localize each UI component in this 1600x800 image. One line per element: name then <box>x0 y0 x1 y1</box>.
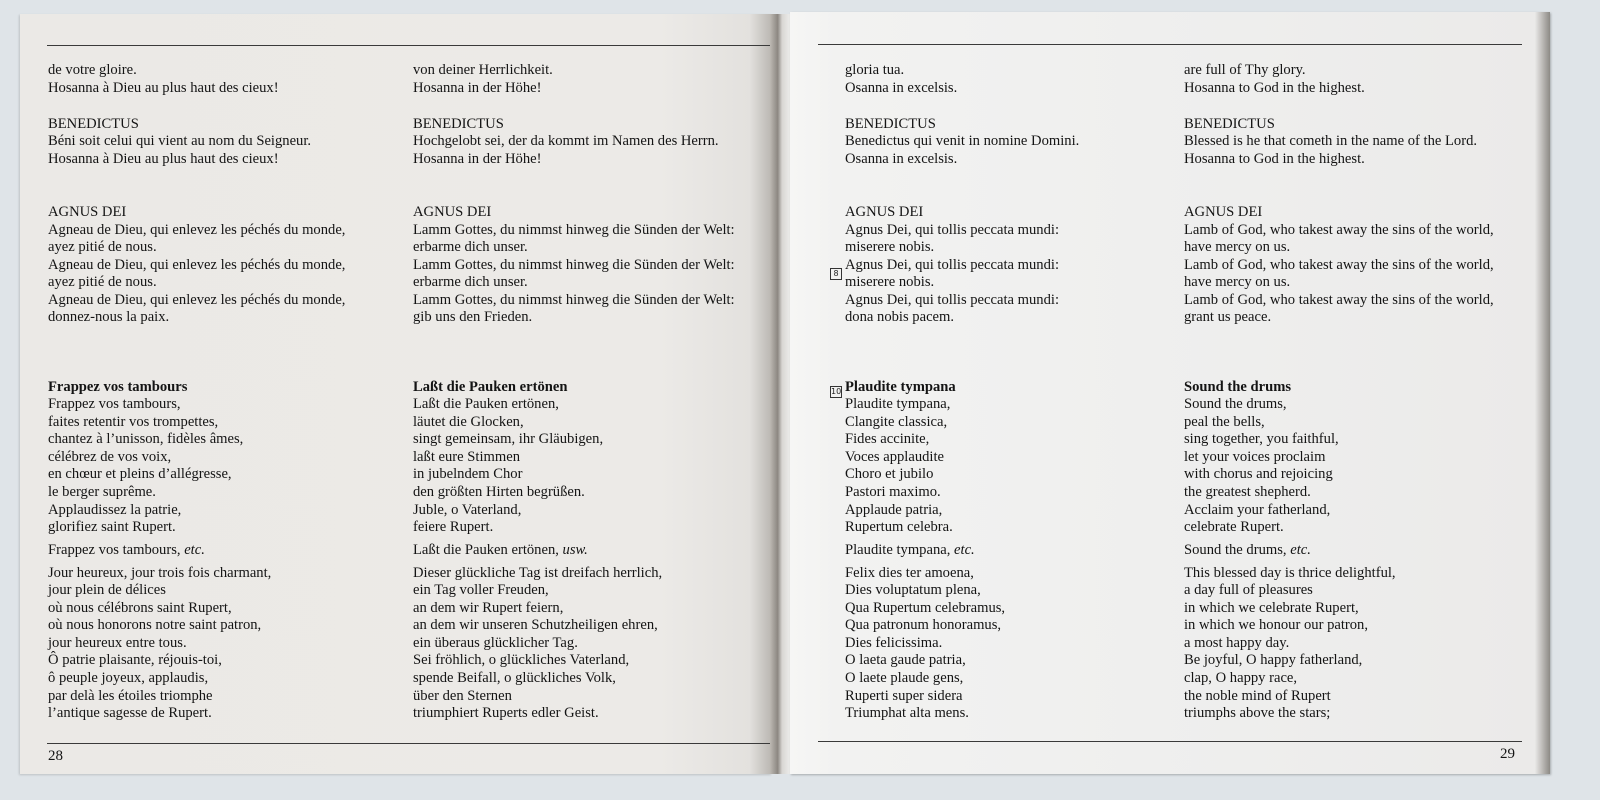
text-line: erbarme dich unser. <box>413 274 528 291</box>
bottom-rule <box>818 741 1522 742</box>
text-line: Agneau de Dieu, qui enlevez les péchés du monde, <box>48 221 346 238</box>
spacer <box>413 327 735 379</box>
latin-text-column <box>845 62 1079 723</box>
text-line: Blessed is he that cometh in the name of the Lord. <box>1184 133 1478 150</box>
text-line: laßt eure Stimmen <box>413 448 520 465</box>
text-line: feiere Rupert. <box>413 519 494 536</box>
page-number: 28 <box>48 748 63 764</box>
text-line: O laeta gaude patria, <box>845 652 966 669</box>
text-line: Clangite classica, <box>845 413 948 430</box>
text-line: are full of Thy glory. <box>1184 62 1306 78</box>
section-heading-agnus-dei: AGNUS DEI <box>1184 204 1263 221</box>
text-line: Triumphat alta mens. <box>845 705 969 722</box>
text-line: l’antique sagesse de Rupert. <box>48 705 212 722</box>
text-line: spende Beifall, o glückliches Volk, <box>413 669 616 686</box>
refrain-text: Laßt die Pauken ertönen, <box>413 541 563 558</box>
section-heading-benedictus: BENEDICTUS <box>413 115 504 132</box>
text-line: Agnus Dei, qui tollis peccata mundi: <box>845 221 1060 238</box>
text-line: célébrez de vos voix, <box>48 448 172 465</box>
text-line: Qua patronum honoramus, <box>845 617 1002 634</box>
spacer <box>845 327 1079 379</box>
text-line: Pastori maximo. <box>845 484 941 500</box>
text-line: Hosanna to God in the highest. <box>1184 79 1365 96</box>
text-line: Sei fröhlich, o glückliches Vaterland, <box>413 652 630 669</box>
text-line: Hochgelobt sei, der da kommt im Namen des Herrn. <box>413 133 719 150</box>
text-line: Voces applaudite <box>845 448 945 465</box>
spacer <box>845 97 1079 115</box>
text-line: ein Tag voller Freuden, <box>413 582 549 599</box>
track-number-8-icon: 8 <box>830 268 842 280</box>
text-line: von deiner Herrlichkeit. <box>413 62 553 78</box>
text-line: Choro et jubilo <box>845 466 934 483</box>
text-line: gib uns den Frieden. <box>413 309 533 326</box>
spacer <box>48 327 345 379</box>
section-heading-benedictus: BENEDICTUS <box>845 115 936 132</box>
text-line: Hosanna in der Höhe! <box>413 79 542 96</box>
text-line: Hosanna in der Höhe! <box>413 150 542 167</box>
text-line: en chœur et pleins d’allégresse, <box>48 466 232 483</box>
text-line: Dieser glückliche Tag ist dreifach herrlich, <box>413 564 663 581</box>
text-line: Agneau de Dieu, qui enlevez les péchés du monde, <box>48 256 346 273</box>
text-line: triumphs above the stars; <box>1184 705 1331 722</box>
text-line: Lamm Gottes, du nimmst hinweg die Sünden der Welt: <box>413 221 735 238</box>
refrain-line <box>48 542 345 560</box>
text-line: où nous célébrons saint Rupert, <box>48 599 232 616</box>
text-line: ayez pitié de nous. <box>48 239 157 256</box>
text-line: Applaude patria, <box>845 501 943 518</box>
text-line: Osanna in excelsis. <box>845 150 958 167</box>
song-title: Sound the drums <box>1184 378 1292 395</box>
refrain-abbreviation: etc. <box>954 541 975 558</box>
text-line: jour plein de délices <box>48 582 166 599</box>
top-rule <box>818 44 1522 45</box>
spacer <box>48 168 345 204</box>
text-line: ein überaus glücklicher Tag. <box>413 634 578 651</box>
english-text-column <box>1184 62 1494 723</box>
spacer <box>1184 327 1494 379</box>
text-line: Felix dies ter amoena, <box>845 564 974 581</box>
text-line: Hosanna à Dieu au plus haut des cieux! <box>48 150 279 167</box>
refrain-text: Sound the drums, <box>1184 541 1291 558</box>
left-page-28 <box>20 14 772 774</box>
text-line: have mercy on us. <box>1184 239 1291 256</box>
song-title: Laßt die Pauken ertönen <box>413 378 568 395</box>
text-line: peal the bells, <box>1184 413 1265 430</box>
text-line: in which we honour our patron, <box>1184 617 1369 634</box>
text-line: This blessed day is thrice delightful, <box>1184 564 1396 581</box>
text-line: a day full of pleasures <box>1184 582 1313 599</box>
text-line: Ruperti super sidera <box>845 687 963 704</box>
section-heading-benedictus: BENEDICTUS <box>1184 115 1275 132</box>
text-line: chantez à l’unisson, fidèles âmes, <box>48 431 244 448</box>
text-line: Lamm Gottes, du nimmst hinweg die Sünden der Welt: <box>413 256 735 273</box>
right-page-29 <box>790 12 1550 774</box>
text-line: jour heureux entre tous. <box>48 634 187 651</box>
text-line: ô peuple joyeux, applaudis, <box>48 669 209 686</box>
text-line: clap, O happy race, <box>1184 669 1298 686</box>
text-line: an dem wir Rupert feiern, <box>413 599 564 616</box>
text-line: with chorus and rejoicing <box>1184 466 1333 483</box>
text-line: triumphiert Ruperts edler Geist. <box>413 705 599 722</box>
text-line: le berger suprême. <box>48 484 156 500</box>
text-line: an dem wir unseren Schutzheiligen ehren, <box>413 617 658 634</box>
section-heading-agnus-dei: AGNUS DEI <box>48 204 127 221</box>
text-line: Frappez vos tambours, <box>48 396 181 413</box>
text-line: Lamm Gottes, du nimmst hinweg die Sünden der Welt: <box>413 291 735 308</box>
refrain-abbreviation: usw. <box>562 541 588 558</box>
text-line: Applaudissez la patrie, <box>48 501 182 518</box>
text-line: gloria tua. <box>845 62 905 78</box>
text-line: in which we celebrate Rupert, <box>1184 599 1359 616</box>
top-rule <box>47 45 772 46</box>
text-line: Fides accinite, <box>845 431 930 448</box>
text-line: Agnus Dei, qui tollis peccata mundi: <box>845 291 1060 308</box>
text-line: donnez-nous la paix. <box>48 309 170 326</box>
refrain-text: Frappez vos tambours, <box>48 541 185 558</box>
text-line: Agneau de Dieu, qui enlevez les péchés du monde, <box>48 291 346 308</box>
text-line: in jubelndem Chor <box>413 466 523 483</box>
text-line: have mercy on us. <box>1184 274 1291 291</box>
text-line: miserere nobis. <box>845 239 935 256</box>
song-title: Frappez vos tambours <box>48 378 188 395</box>
text-line: Lamb of God, who takest away the sins of the world, <box>1184 291 1494 308</box>
text-line: Ô patrie plaisante, réjouis-toi, <box>48 652 222 669</box>
text-line: Be joyful, O happy fatherland, <box>1184 652 1363 669</box>
text-line: den größten Hirten begrüßen. <box>413 484 585 500</box>
text-line: the greatest shepherd. <box>1184 484 1311 500</box>
spacer <box>845 168 1079 204</box>
section-heading-agnus-dei: AGNUS DEI <box>845 204 924 221</box>
text-line: faites retentir vos trompettes, <box>48 413 219 430</box>
text-line: let your voices proclaim <box>1184 448 1326 465</box>
refrain-line <box>845 542 1079 560</box>
text-line: Lamb of God, who takest away the sins of the world, <box>1184 221 1494 238</box>
text-line: dona nobis pacem. <box>845 309 955 326</box>
text-line: où nous honorons notre saint patron, <box>48 617 262 634</box>
spacer <box>413 168 735 204</box>
refrain-line <box>1184 542 1494 560</box>
spacer <box>48 97 345 115</box>
text-line: singt gemeinsam, ihr Gläubigen, <box>413 431 604 448</box>
text-line: Benedictus qui venit in nomine Domini. <box>845 133 1080 150</box>
refrain-line <box>413 542 735 560</box>
refrain-abbreviation: etc. <box>1290 541 1311 558</box>
text-line: Sound the drums, <box>1184 396 1287 413</box>
text-line: Jour heureux, jour trois fois charmant, <box>48 564 272 581</box>
text-line: Osanna in excelsis. <box>845 79 958 96</box>
text-line: par delà les étoiles triomphe <box>48 687 213 704</box>
text-line: Qua Rupertum celebramus, <box>845 599 1006 616</box>
spacer <box>1184 97 1494 115</box>
text-line: glorifiez saint Rupert. <box>48 519 176 536</box>
text-line: Dies voluptatum plena, <box>845 582 981 599</box>
text-line: grant us peace. <box>1184 309 1272 326</box>
text-line: Hosanna to God in the highest. <box>1184 150 1365 167</box>
section-heading-benedictus: BENEDICTUS <box>48 115 139 132</box>
french-text-column <box>48 62 345 723</box>
german-text-column <box>413 62 735 723</box>
spacer <box>413 97 735 115</box>
text-line: Agnus Dei, qui tollis peccata mundi: <box>845 256 1060 273</box>
book-spine-gutter <box>770 14 792 774</box>
text-line: Lamb of God, who takest away the sins of the world, <box>1184 256 1494 273</box>
text-line: de votre gloire. <box>48 62 137 78</box>
text-line: O laete plaude gens, <box>845 669 964 686</box>
text-line: Acclaim your fatherland, <box>1184 501 1331 518</box>
text-line: a most happy day. <box>1184 634 1290 651</box>
text-line: Laßt die Pauken ertönen, <box>413 396 559 413</box>
page-number: 29 <box>1500 746 1515 762</box>
bottom-rule <box>47 743 772 744</box>
text-line: läutet die Glocken, <box>413 413 524 430</box>
text-line: sing together, you faithful, <box>1184 431 1339 448</box>
text-line: the noble mind of Rupert <box>1184 687 1331 704</box>
refrain-text: Plaudite tympana, <box>845 541 955 558</box>
text-line: Hosanna à Dieu au plus haut des cieux! <box>48 79 279 96</box>
song-title: Plaudite tympana <box>845 378 956 395</box>
text-line: miserere nobis. <box>845 274 935 291</box>
track-number-10-icon: 10 <box>831 387 842 396</box>
text-line: erbarme dich unser. <box>413 239 528 256</box>
text-line: Plaudite tympana, <box>845 396 951 413</box>
spacer <box>1184 168 1494 204</box>
text-line: Juble, o Vaterland, <box>413 501 522 518</box>
text-line: über den Sternen <box>413 687 512 704</box>
section-heading-agnus-dei: AGNUS DEI <box>413 204 492 221</box>
text-line: Rupertum celebra. <box>845 519 953 536</box>
refrain-abbreviation: etc. <box>184 541 205 558</box>
text-line: ayez pitié de nous. <box>48 274 157 291</box>
text-line: celebrate Rupert. <box>1184 519 1284 536</box>
text-line: Dies felicissima. <box>845 634 943 651</box>
text-line: Béni soit celui qui vient au nom du Seigneur. <box>48 133 312 150</box>
